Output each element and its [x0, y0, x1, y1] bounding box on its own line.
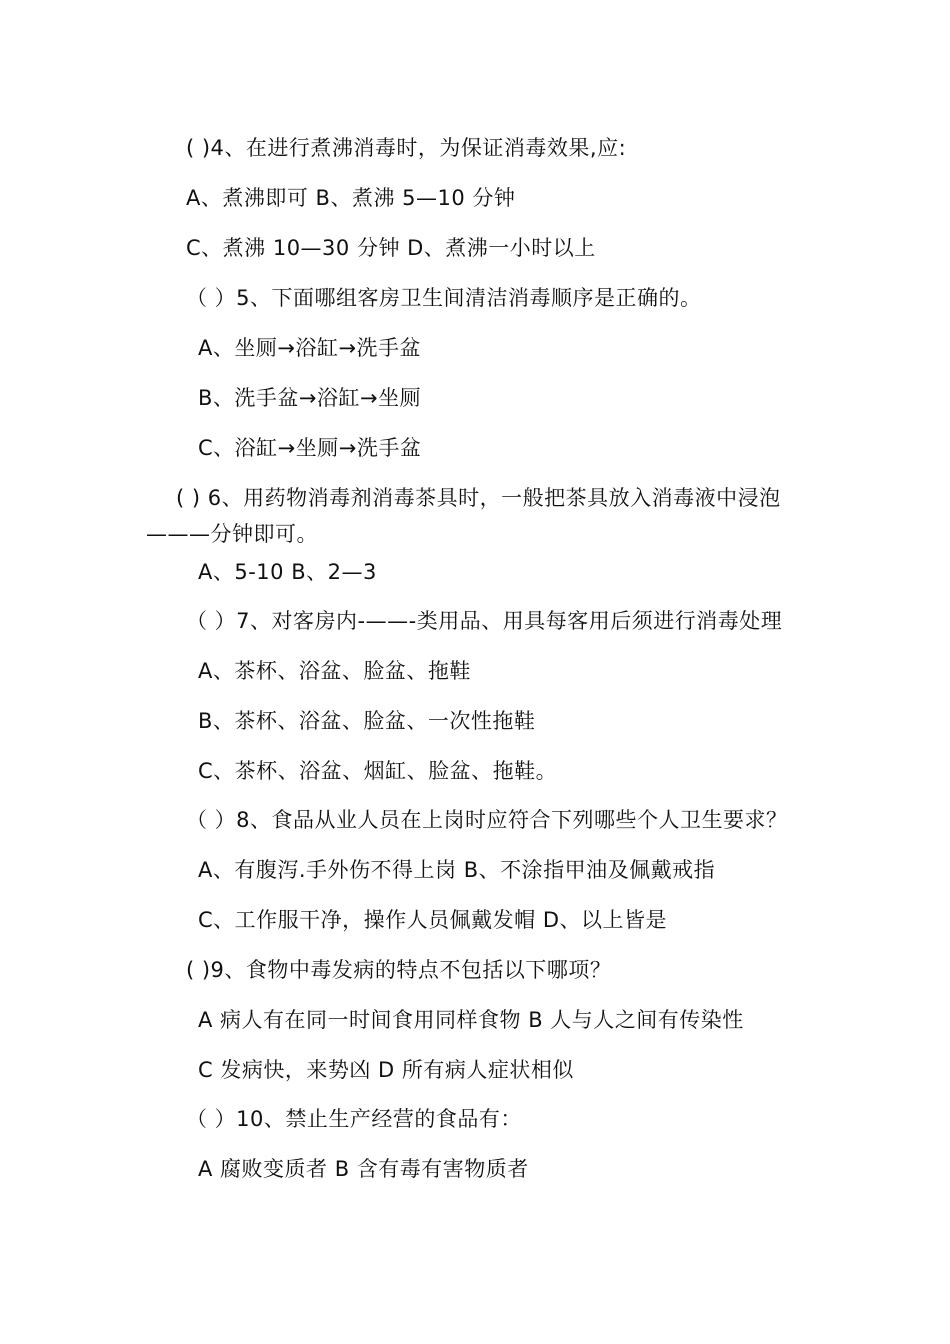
question-5-option-a: A、坐厕→浴缸→洗手盆: [198, 336, 422, 360]
question-8-options-ab: A、有腹泻.手外伤不得上岗 B、不涂指甲油及佩戴戒指: [198, 858, 716, 882]
question-9-stem: ( )9、食物中毒发病的特点不包括以下哪项？: [186, 958, 612, 982]
question-5-stem: （ ）5、下面哪组客房卫生间清洁消毒顺序是正确的。: [186, 286, 702, 310]
question-4-options-ab: A、煮沸即可 B、煮沸 5—10 分钟: [186, 186, 516, 210]
question-8-stem: （ ）8、食品从业人员在上岗时应符合下列哪些个人卫生要求？: [186, 808, 788, 832]
question-5-option-b: B、洗手盆→浴缸→坐厕: [198, 386, 422, 410]
question-10-options-ab: A 腐败变质者 B 含有毒有害物质者: [198, 1157, 529, 1181]
question-7-option-b: B、茶杯、浴盆、脸盆、一次性拖鞋: [198, 709, 536, 733]
question-6-options: A、5-10 B、2—3: [198, 560, 377, 584]
question-7-option-c: C、茶杯、浴盆、烟缸、脸盆、拖鞋。: [198, 759, 558, 783]
question-7-option-a: A、茶杯、浴盆、脸盆、拖鞋: [198, 659, 471, 683]
question-8-options-cd: C、工作服干净，操作人员佩戴发帽 D、以上皆是: [198, 908, 668, 932]
question-4-stem: ( )4、在进行煮沸消毒时，为保证消毒效果,应:: [186, 136, 627, 160]
question-9-options-ab: A 病人有在同一时间食用同样食物 B 人与人之间有传染性: [198, 1008, 744, 1032]
question-6-stem: ( ) 6、用药物消毒剂消毒茶具时，一般把茶具放入消毒液中浸泡: [176, 486, 781, 510]
question-9-options-cd: C 发病快，来势凶 D 所有病人症状相似: [198, 1058, 574, 1082]
question-4-options-cd: C、煮沸 10—30 分钟 D、煮沸一小时以上: [186, 236, 596, 260]
question-6-stem-continued: ———分钟即可。: [146, 522, 318, 546]
question-10-stem: （ ）10、禁止生产经营的食品有：: [186, 1107, 522, 1131]
question-5-option-c: C、浴缸→坐厕→洗手盆: [198, 436, 422, 460]
question-7-stem: （ ）7、对客房内-——-类用品、用具每客用后须进行消毒处理: [186, 609, 783, 633]
